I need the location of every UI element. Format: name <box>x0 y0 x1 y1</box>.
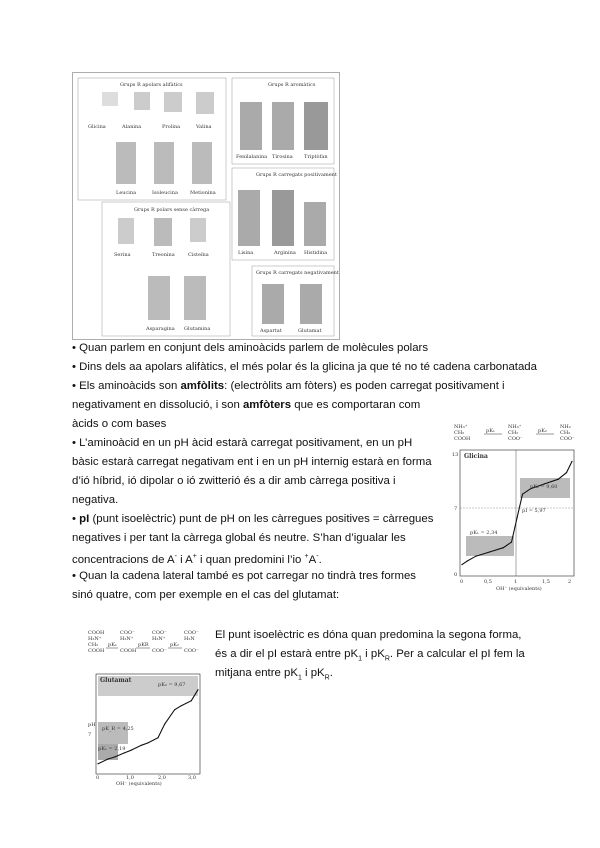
p2-l2c: i pK <box>362 648 385 660</box>
titration-point <box>571 461 572 462</box>
p2-l2d: R <box>384 655 390 663</box>
titration-point <box>124 752 125 753</box>
p2-l2e: . Per a calcular el pI fem la <box>389 648 525 660</box>
panel-negative <box>252 266 339 336</box>
titration-point <box>503 547 504 548</box>
panel-positive-title: Grups R carregats positivament <box>256 172 337 178</box>
svg-text:COO⁻: COO⁻ <box>152 648 167 654</box>
x-tick: 0,5 <box>484 579 492 585</box>
panel-positive <box>232 168 337 260</box>
glicina-figure <box>450 420 580 592</box>
y-tick: 7 <box>454 506 458 512</box>
svg-text:COOH: COOH <box>120 648 137 654</box>
aa-label: Prolina <box>162 124 181 130</box>
pk1-region <box>466 536 514 556</box>
aa-label: Histidina <box>304 250 328 256</box>
bullet-amfolits <box>72 377 505 395</box>
glutamat-figure <box>86 626 204 786</box>
panel-aromatic-title: Grups R aromàtics <box>268 82 316 88</box>
aa-label: Lisina <box>238 250 254 256</box>
bullet-pi-line2: negatives i per tant la càrrega global és neutre. S’han d’igualar les <box>72 532 406 544</box>
titration-point <box>107 758 108 759</box>
pi-l3b: i A <box>176 553 193 566</box>
pi-l3c: i quan predomini l’io <box>196 553 305 566</box>
svg-text:COOH: COOH <box>88 630 105 636</box>
svg-text:COOH: COOH <box>454 436 471 442</box>
panel-aliphatic <box>78 78 226 200</box>
y-tick: 7 <box>88 732 92 738</box>
titration-point <box>516 517 517 518</box>
titration-point <box>97 763 98 764</box>
aa-label: Tirosina <box>272 154 293 160</box>
aa-label: Fenilalanina <box>236 154 268 160</box>
aa-label: Glutamat <box>298 328 322 334</box>
svg-text:NH₂: NH₂ <box>560 424 571 430</box>
term-pi: pI <box>79 513 90 525</box>
titration-point <box>157 737 158 738</box>
bullet-amfolits-line3: àcids o com bases <box>72 418 167 430</box>
glutamat-species <box>88 630 199 654</box>
glutamat-title: Glutamat <box>100 677 132 684</box>
x-axis-label: OH⁻ (equivalents) <box>116 781 162 786</box>
svg-text:H₃N⁺: H₃N⁺ <box>120 636 134 642</box>
svg-text:H₂N: H₂N <box>184 636 195 642</box>
titration-point <box>174 709 175 710</box>
svg-text:COOH: COOH <box>88 648 105 654</box>
svg-text:H₃N⁺: H₃N⁺ <box>152 636 166 642</box>
titration-point <box>164 723 165 724</box>
aa-label: Alanina <box>122 124 142 130</box>
y-tick: 13 <box>452 452 459 458</box>
titration-point <box>522 494 523 495</box>
titration-point <box>181 705 182 706</box>
svg-text:CH₂: CH₂ <box>560 430 571 436</box>
titration-point <box>489 551 490 552</box>
x-axis-label: OH⁻ (equivalents) <box>496 586 542 592</box>
aa-label: Serina <box>114 252 131 258</box>
x-tick: 1,5 <box>542 579 550 585</box>
bullet-glutamat-line2: sinó quatre, com per exemple en el cas del glutamat: <box>72 589 340 601</box>
y-tick: 0 <box>454 572 458 578</box>
panel-polar-title: Grups R polars sense càrrega <box>134 207 210 213</box>
x-tick: 0 <box>460 579 464 585</box>
p2-l3e: . <box>329 667 333 679</box>
titration-point <box>141 745 142 746</box>
term-amfolits: amfòlits <box>180 380 225 392</box>
svg-text:pK₂: pK₂ <box>170 642 179 648</box>
bullet-amfolits-pre: • Els aminoàcids son <box>72 380 181 392</box>
bullet-ph-line4: negativa. <box>72 494 119 506</box>
svg-text:NH₃⁺: NH₃⁺ <box>508 424 522 430</box>
pi-l3e: . <box>318 553 322 566</box>
svg-text:COO⁻: COO⁻ <box>184 630 199 636</box>
pk2-label: pK₂ = 9,60 <box>530 484 558 490</box>
y-axis-label: pH <box>88 722 96 728</box>
p2-l3a: mitjana entre pK <box>215 667 298 679</box>
x-tick: 2,0 <box>158 775 166 781</box>
svg-text:pK₁: pK₁ <box>486 428 495 434</box>
svg-text:NH₃⁺: NH₃⁺ <box>454 424 468 430</box>
pi-l3a: concentracions de A <box>72 553 175 566</box>
panel-aliphatic-title: Grups R apolars alifàtics <box>120 82 183 88</box>
aa-label: Aspartat <box>260 328 282 334</box>
x-tick: 0 <box>96 775 100 781</box>
x-tick: 3,0 <box>188 775 196 781</box>
panel-negative-title: Grups R carregats negativament <box>256 270 339 276</box>
svg-text:COO⁻: COO⁻ <box>184 648 199 654</box>
p2-l2b: 1 <box>358 655 363 663</box>
svg-text:CH₂: CH₂ <box>508 430 519 436</box>
panel-aromatic <box>232 78 334 164</box>
pk1-label: pK₁ = 2,34 <box>470 530 498 536</box>
titration-point <box>558 479 559 480</box>
titration-point <box>475 556 476 557</box>
svg-text:CH₂: CH₂ <box>88 642 99 648</box>
svg-text:COO⁻: COO⁻ <box>560 436 575 442</box>
svg-text:H₃N⁺: H₃N⁺ <box>88 636 102 642</box>
svg-text:pKR: pKR <box>138 642 149 648</box>
p2-l2a: és a dir el pI estarà entre pK <box>215 648 359 660</box>
svg-text:pK₂: pK₂ <box>538 428 547 434</box>
p2-l3c: i pK <box>301 667 325 679</box>
titration-point <box>147 742 148 743</box>
amino-acid-groups-figure <box>72 72 340 340</box>
bullet-glutamat-line1: • Quan la cadena lateral també es pot carregar no tindrà tres formes <box>72 570 416 582</box>
bullet-amfolits-post: : (electròlits am fòters) es poden carregat positivament i <box>224 380 505 392</box>
bullet-ph-line2: bàsic estarà carregat negativam ent i en un pH internig estarà en forma <box>72 456 432 468</box>
aa-label: Cisteïna <box>188 252 209 258</box>
bullet-amfolits-l2-post: que es comportaran com <box>291 399 421 411</box>
aa-label: Metionina <box>190 190 216 196</box>
pi-paragraph-line1: El punt isoelèctric es dóna quan predomina la segona forma, <box>215 629 522 641</box>
svg-text:pK₁: pK₁ <box>108 642 117 648</box>
x-tick: 1,0 <box>126 775 134 781</box>
titration-point <box>461 564 462 565</box>
aa-label: Valina <box>196 124 212 130</box>
titration-point <box>467 560 468 561</box>
svg-text:CH₂: CH₂ <box>454 430 465 436</box>
titration-point <box>511 542 512 543</box>
aa-label: Arginina <box>274 250 296 256</box>
x-tick: 1 <box>514 579 518 585</box>
svg-text:COO⁻: COO⁻ <box>152 630 167 636</box>
aa-label: Glutamina <box>184 326 211 332</box>
titration-point <box>566 472 567 473</box>
bullet-amfolits-l2-pre: negativament en dissolució, i son <box>72 399 243 411</box>
titration-point <box>197 689 198 690</box>
pi-paragraph-line3 <box>215 664 333 687</box>
pkr-label: pK_R = 4,25 <box>102 726 134 732</box>
pk1-label: pK₁ = 2,19 <box>98 746 126 752</box>
glicina-title: Glicina <box>464 453 488 460</box>
panel-polar <box>102 202 230 336</box>
pi-l3d: A <box>308 553 317 566</box>
bullet-amfolits-line2 <box>72 396 420 414</box>
aa-label: Asparagina <box>146 326 175 332</box>
aa-label: Isoleucina <box>152 190 178 196</box>
p2-l3d: R <box>324 674 330 682</box>
bullet-polar: • Quan parlem en conjunt dels aminoàcids parlem de molècules polars <box>72 342 429 354</box>
term-amfoters: amfòters <box>242 399 292 411</box>
svg-text:COO⁻: COO⁻ <box>120 630 135 636</box>
bullet-pi-line1: • pI (punt isoelèctric) punt de pH on les càrregues positives = càrregues <box>72 513 434 525</box>
aa-label: Leucina <box>116 190 137 196</box>
titration-point <box>114 756 115 757</box>
titration-point <box>131 750 132 751</box>
aa-label: Triptòfan <box>304 154 328 160</box>
p2-l3b: 1 <box>297 674 302 682</box>
pk2-label: pK₂ = 9,67 <box>158 682 186 688</box>
bullet-pi-line3: concentracions de A- i A+ i quan predomini l’io +A-. <box>72 553 322 566</box>
aa-label: Treonina <box>152 252 175 258</box>
glicina-species <box>454 424 575 442</box>
x-tick: 2 <box>568 579 572 585</box>
bullet-pi-l1: (punt isoelèctric) punt de pH on les càrregues positives = càrregues <box>89 513 434 525</box>
bullet-glicina: • Dins dels aa apolars alifàtics, el més polar és la glicina ja que té no té cadena carbonatada <box>72 361 537 373</box>
bullet-ph-line1: • L’aminoàcid en un pH àcid estarà carregat positivament, en un pH <box>72 437 413 449</box>
titration-point <box>191 700 192 701</box>
pi-label: pI = 5,97 <box>522 508 546 514</box>
aa-label: Glicina <box>88 124 106 130</box>
bullet-ph-line3: d’ió híbrid, ió dipolar o ió zwitterió és a dir amb càrrega positiva i <box>72 475 396 487</box>
svg-text:COO⁻: COO⁻ <box>508 436 523 442</box>
